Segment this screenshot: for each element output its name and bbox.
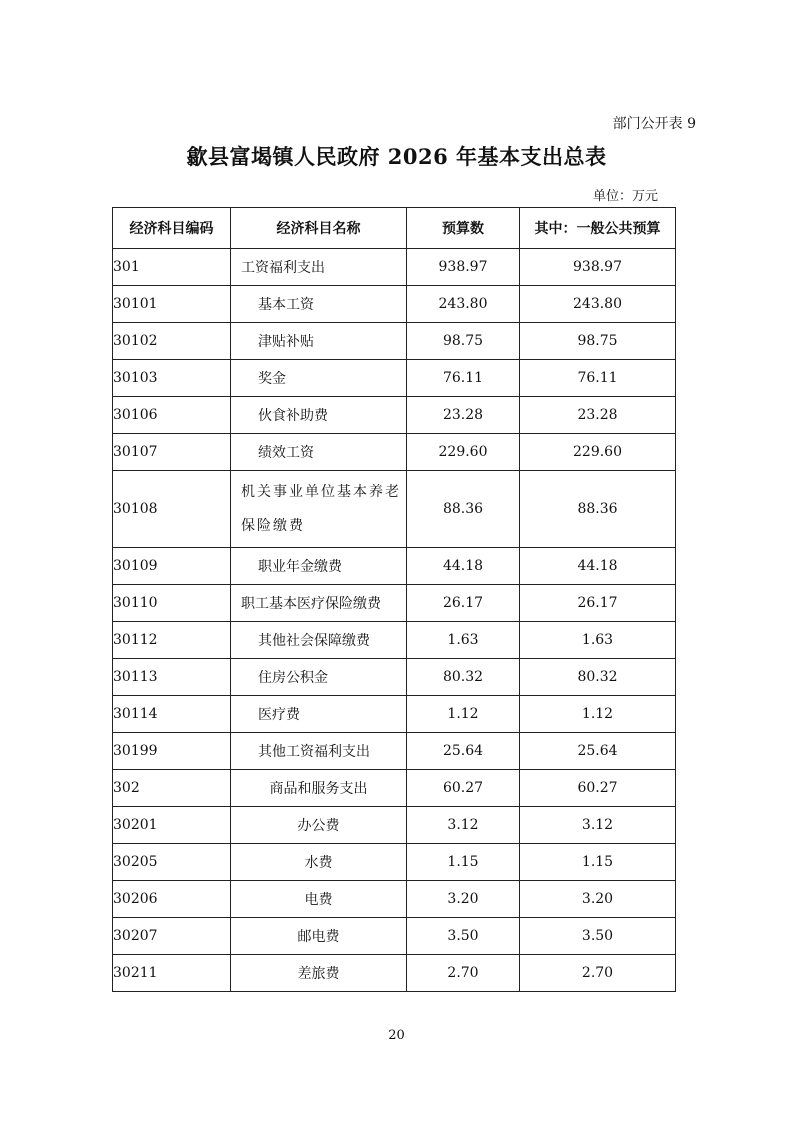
table-row bbox=[113, 696, 676, 733]
row-code: 30103 bbox=[113, 360, 231, 397]
row-code: 30106 bbox=[113, 397, 231, 434]
table-row bbox=[113, 360, 676, 397]
row-name: 电费 bbox=[231, 881, 407, 918]
header-general-budget: 其中：一般公共预算 bbox=[520, 208, 676, 249]
row-budget: 3.50 bbox=[407, 918, 520, 955]
row-code: 302 bbox=[113, 770, 231, 807]
row-budget: 229.60 bbox=[407, 434, 520, 471]
table-row bbox=[113, 397, 676, 434]
row-general: 44.18 bbox=[520, 548, 676, 585]
table-row bbox=[113, 918, 676, 955]
row-name: 差旅费 bbox=[231, 955, 407, 992]
row-budget: 2.70 bbox=[407, 955, 520, 992]
table-row bbox=[113, 323, 676, 360]
row-name: 商品和服务支出 bbox=[231, 770, 407, 807]
row-name: 住房公积金 bbox=[231, 659, 407, 696]
budget-table bbox=[112, 207, 676, 992]
row-code: 30113 bbox=[113, 659, 231, 696]
table-row bbox=[113, 622, 676, 659]
row-general: 88.36 bbox=[520, 471, 676, 548]
row-code: 301 bbox=[113, 249, 231, 286]
row-general: 229.60 bbox=[520, 434, 676, 471]
row-code: 30205 bbox=[113, 844, 231, 881]
page-number: 20 bbox=[388, 1028, 405, 1043]
row-budget: 1.15 bbox=[407, 844, 520, 881]
row-general: 3.12 bbox=[520, 807, 676, 844]
row-name: 水费 bbox=[231, 844, 407, 881]
row-code: 30112 bbox=[113, 622, 231, 659]
table-row bbox=[113, 807, 676, 844]
table-row bbox=[113, 955, 676, 992]
table-row bbox=[113, 733, 676, 770]
row-name: 基本工资 bbox=[231, 286, 407, 323]
row-budget: 44.18 bbox=[407, 548, 520, 585]
row-name: 津贴补贴 bbox=[231, 323, 407, 360]
row-name: 机关事业单位基本养老保险缴费 bbox=[231, 471, 407, 548]
row-general: 60.27 bbox=[520, 770, 676, 807]
row-general: 1.12 bbox=[520, 696, 676, 733]
row-name: 其他社会保障缴费 bbox=[231, 622, 407, 659]
row-name: 办公费 bbox=[231, 807, 407, 844]
row-budget: 26.17 bbox=[407, 585, 520, 622]
table-row bbox=[113, 548, 676, 585]
row-general: 80.32 bbox=[520, 659, 676, 696]
row-name: 绩效工资 bbox=[231, 434, 407, 471]
row-general: 23.28 bbox=[520, 397, 676, 434]
row-name: 医疗费 bbox=[231, 696, 407, 733]
row-budget: 1.12 bbox=[407, 696, 520, 733]
row-general: 1.15 bbox=[520, 844, 676, 881]
row-name: 其他工资福利支出 bbox=[231, 733, 407, 770]
row-code: 30102 bbox=[113, 323, 231, 360]
table-header-row bbox=[113, 208, 676, 249]
row-code: 30206 bbox=[113, 881, 231, 918]
row-code: 30207 bbox=[113, 918, 231, 955]
page-title: 歙县富堨镇人民政府 2026 年基本支出总表 bbox=[186, 144, 607, 169]
row-code: 30211 bbox=[113, 955, 231, 992]
row-budget: 243.80 bbox=[407, 286, 520, 323]
header-budget: 预算数 bbox=[407, 208, 520, 249]
row-budget: 98.75 bbox=[407, 323, 520, 360]
unit-label: 单位：万元 bbox=[593, 189, 659, 204]
row-name: 职工基本医疗保险缴费 bbox=[231, 585, 407, 622]
row-budget: 3.12 bbox=[407, 807, 520, 844]
row-budget: 1.63 bbox=[407, 622, 520, 659]
table-row bbox=[113, 881, 676, 918]
row-code: 30109 bbox=[113, 548, 231, 585]
row-budget: 88.36 bbox=[407, 471, 520, 548]
header-name: 经济科目名称 bbox=[231, 208, 407, 249]
row-general: 26.17 bbox=[520, 585, 676, 622]
row-budget: 80.32 bbox=[407, 659, 520, 696]
table-row bbox=[113, 286, 676, 323]
table-row bbox=[113, 434, 676, 471]
table-row bbox=[113, 659, 676, 696]
row-budget: 938.97 bbox=[407, 249, 520, 286]
table-row bbox=[113, 471, 676, 548]
table-row bbox=[113, 770, 676, 807]
row-general: 938.97 bbox=[520, 249, 676, 286]
row-general: 243.80 bbox=[520, 286, 676, 323]
row-budget: 76.11 bbox=[407, 360, 520, 397]
row-general: 3.50 bbox=[520, 918, 676, 955]
row-code: 30108 bbox=[113, 471, 231, 548]
row-general: 98.75 bbox=[520, 323, 676, 360]
row-general: 25.64 bbox=[520, 733, 676, 770]
row-code: 30110 bbox=[113, 585, 231, 622]
header-code: 经济科目编码 bbox=[113, 208, 231, 249]
row-code: 30107 bbox=[113, 434, 231, 471]
row-name: 邮电费 bbox=[231, 918, 407, 955]
row-budget: 3.20 bbox=[407, 881, 520, 918]
table-row bbox=[113, 249, 676, 286]
row-budget: 25.64 bbox=[407, 733, 520, 770]
row-budget: 23.28 bbox=[407, 397, 520, 434]
row-general: 1.63 bbox=[520, 622, 676, 659]
row-code: 30101 bbox=[113, 286, 231, 323]
row-code: 30114 bbox=[113, 696, 231, 733]
document-label: 部门公开表 9 bbox=[612, 116, 696, 132]
row-general: 3.20 bbox=[520, 881, 676, 918]
row-general: 2.70 bbox=[520, 955, 676, 992]
row-name: 伙食补助费 bbox=[231, 397, 407, 434]
row-name: 职业年金缴费 bbox=[231, 548, 407, 585]
row-name: 工资福利支出 bbox=[231, 249, 407, 286]
row-budget: 60.27 bbox=[407, 770, 520, 807]
table-row bbox=[113, 844, 676, 881]
row-code: 30201 bbox=[113, 807, 231, 844]
row-name: 奖金 bbox=[231, 360, 407, 397]
row-general: 76.11 bbox=[520, 360, 676, 397]
row-code: 30199 bbox=[113, 733, 231, 770]
table-row bbox=[113, 585, 676, 622]
